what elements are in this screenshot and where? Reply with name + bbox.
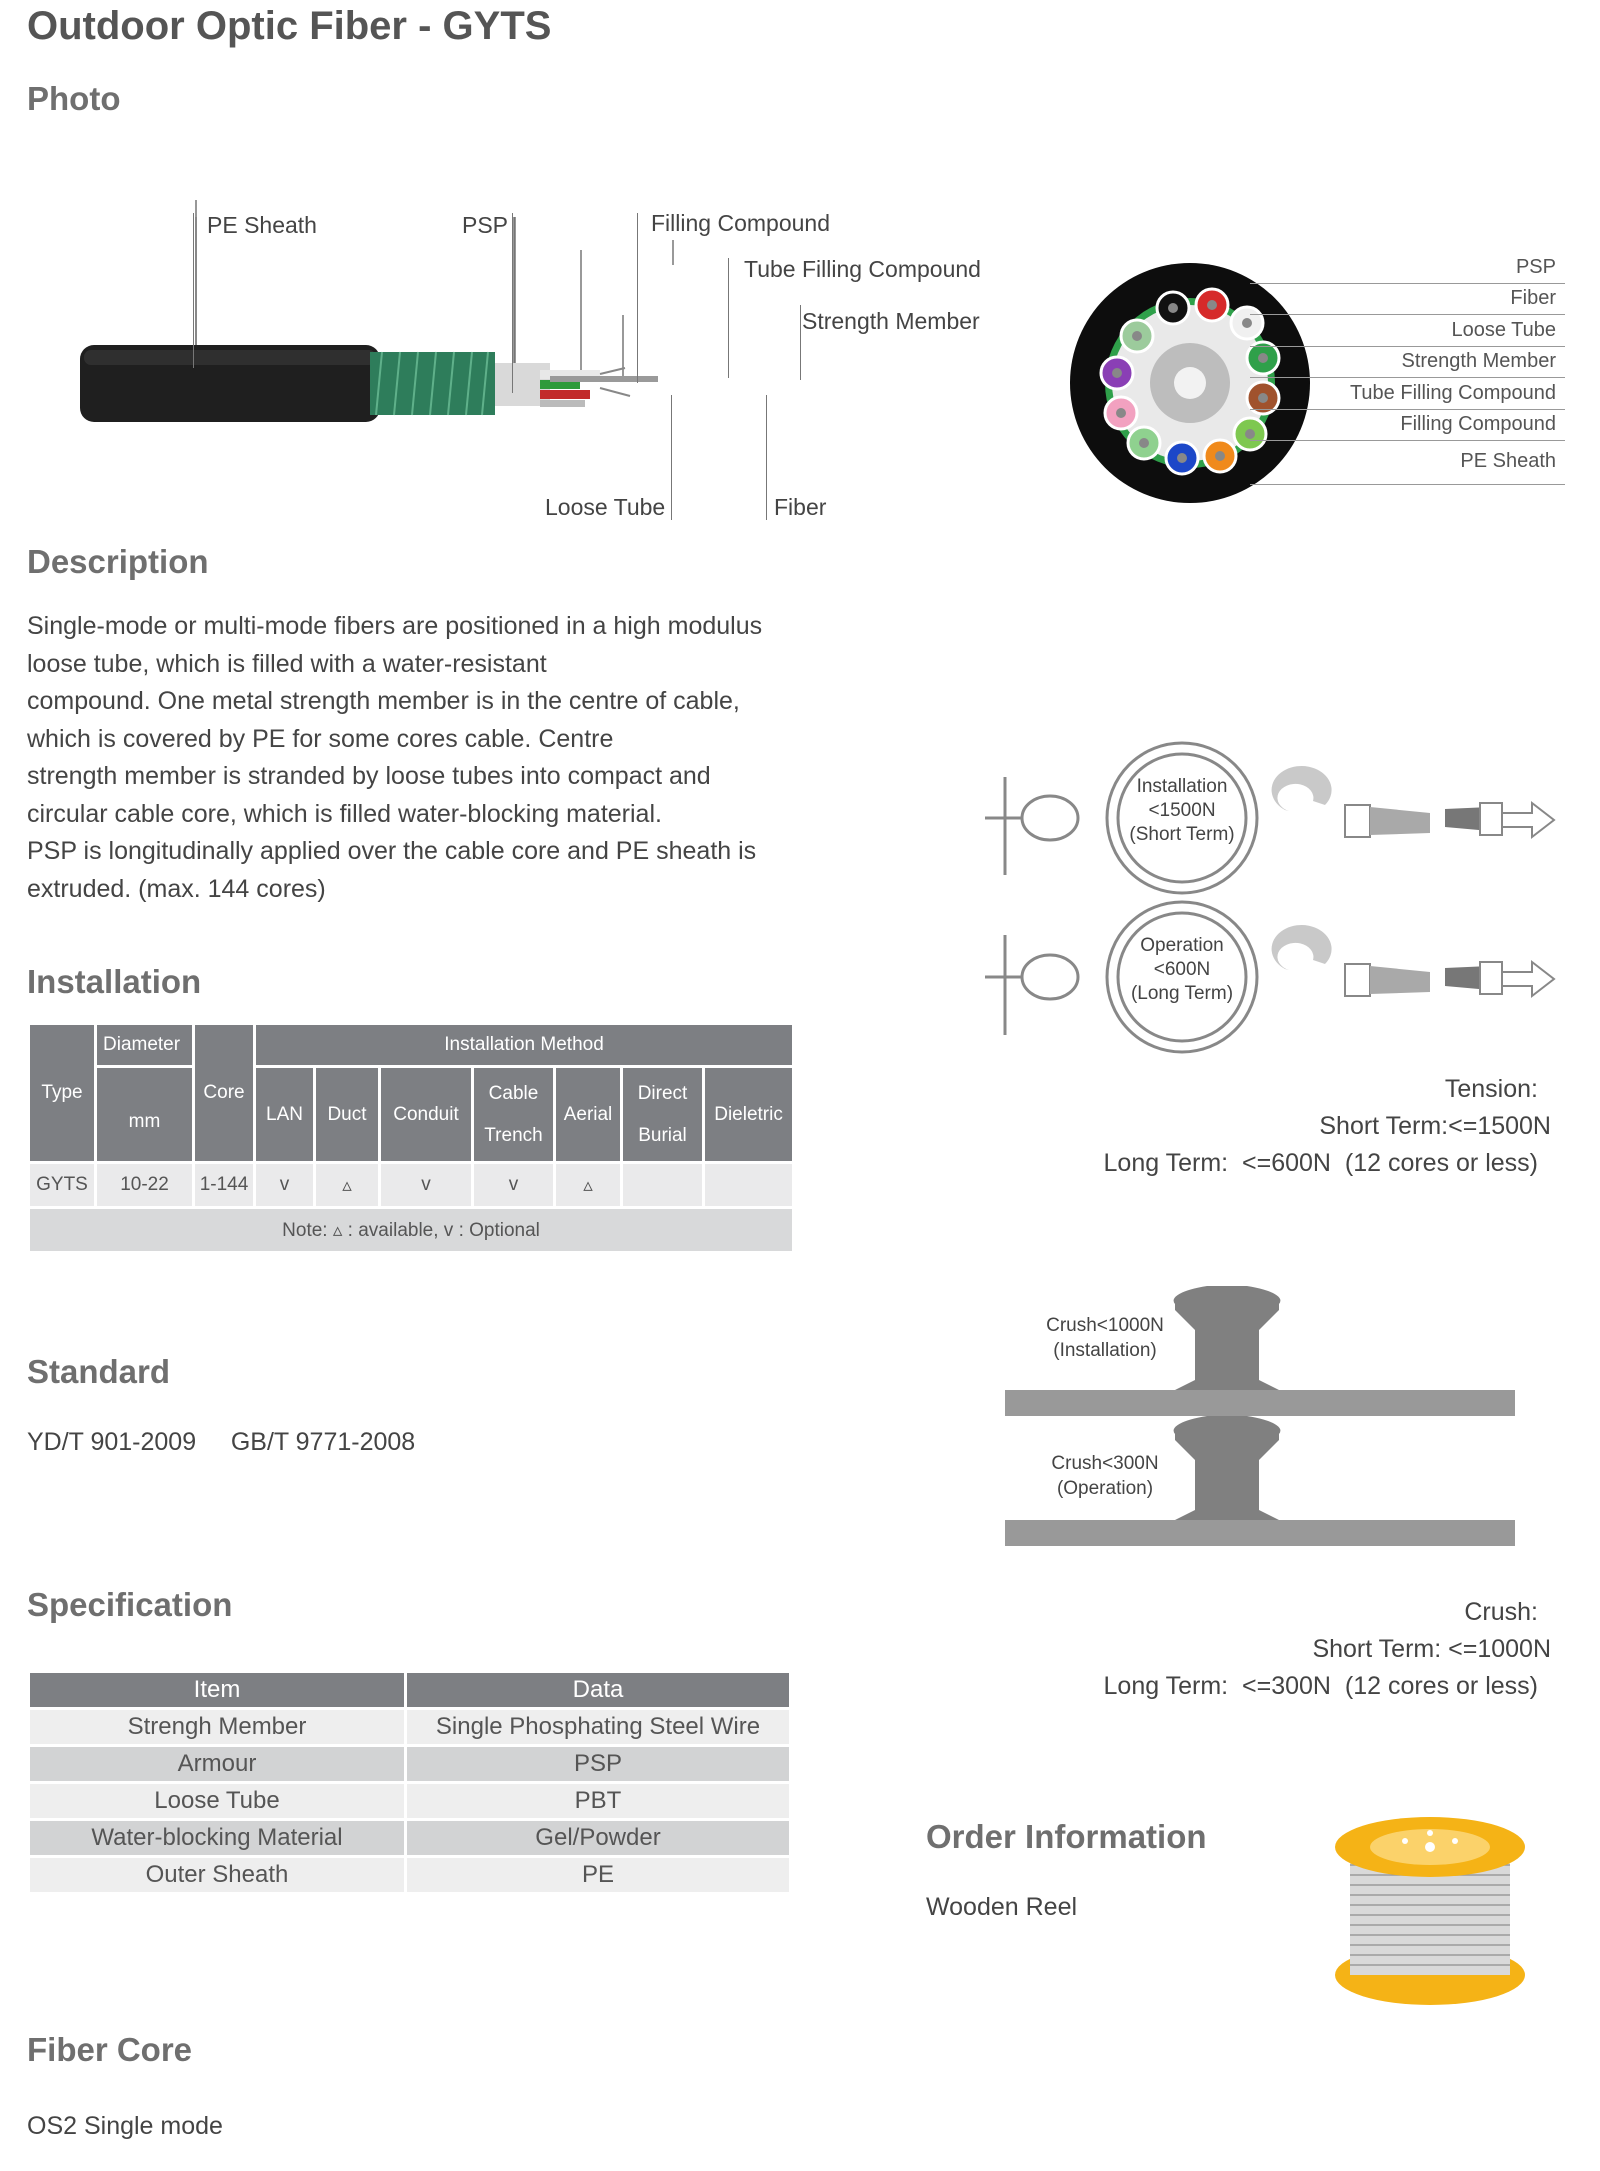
callout-line-pe-sheath [193,213,194,368]
cable-side-illustration [70,200,830,530]
callout-line-tube-filling [728,258,729,378]
table-cell: ▵ [315,1163,380,1208]
col-direct-burial [622,1067,704,1163]
specification-heading: Specification [27,1586,233,1623]
table-cell: Strengh Member [29,1709,406,1746]
table-cell: Outer Sheath [29,1857,406,1894]
tension-operation-line: Operation [1140,935,1224,956]
table-cell: 1-144 [194,1163,255,1208]
col-direct-burial-line: Burial [638,1124,687,1146]
col-installation-method: Installation Method [255,1024,794,1067]
installation-note: Note: ▵ : available, v : Optional [29,1208,794,1253]
label-strength-member: Strength Member [802,308,980,334]
col-duct: Duct [315,1067,380,1163]
tension-caption-title: Tension: [1444,1075,1538,1103]
table-cell: v [380,1163,473,1208]
installation-table [27,1022,795,1254]
table-cell [704,1163,794,1208]
crush-operation-label [1030,1451,1180,1501]
table-cell: Armour [29,1746,406,1783]
col-diameter: Diameter [96,1024,194,1067]
label-pe-sheath: PE Sheath [207,212,317,238]
description-line: which is covered by PE for some cores cable. Centre [27,724,614,753]
tension-caption-long: Long Term: <=600N (12 cores or less) [1103,1149,1538,1177]
photo-heading: Photo [27,80,121,117]
tension-caption-short: Short Term:<=1500N [1319,1112,1551,1140]
description-line: extruded. (max. 144 cores) [27,874,326,903]
col-aerial: Aerial [555,1067,622,1163]
right-label-fiber: Fiber [1510,287,1556,309]
table-cell: v [255,1163,315,1208]
fiber-core-heading: Fiber Core [27,2031,193,2068]
crush-operation-line: (Operation) [1056,1478,1154,1499]
col-cable-trench-line: Cable [488,1082,539,1104]
table-cell: Water-blocking Material [29,1820,406,1857]
leader-pe-sheath [1250,484,1565,485]
table-cell: GYTS [29,1163,96,1208]
description-line: loose tube, which is filled with a water-resistant [27,649,547,678]
table-cell: Single Phosphating Steel Wire [406,1709,791,1746]
table-cell: PSP [406,1746,791,1783]
order-text: Wooden Reel [926,1893,1078,1921]
label-fiber: Fiber [774,494,827,520]
order-heading: Order Information [926,1818,1207,1855]
label-loose-tube: Loose Tube [545,494,666,520]
leader-fiber [1250,314,1565,315]
table-row [29,1746,791,1783]
tension-installation-label [1112,775,1252,847]
cable-cross-section-illustration [1060,258,1320,508]
table-row [29,1857,791,1894]
right-label-filling-compound: Filling Compound [1400,413,1556,435]
right-label-loose-tube: Loose Tube [1451,319,1556,341]
label-filling-compound: Filling Compound [651,210,830,236]
callout-line-strength-member [800,305,801,380]
table-cell: Gel/Powder [406,1820,791,1857]
col-lan: LAN [255,1067,315,1163]
leader-psp [1250,283,1565,284]
page-title: Outdoor Optic Fiber - GYTS [27,4,552,48]
description-line: circular cable core, which is filled water-blocking material. [27,799,662,828]
leader-filling-compound [1250,440,1565,441]
leader-tube-filling [1250,409,1565,410]
description-line: PSP is longitudinally applied over the cable core and PE sheath is [27,837,757,865]
leader-loose-tube [1250,346,1565,347]
table-cell: PBT [406,1783,791,1820]
crush-installation-label [1030,1313,1180,1363]
description-heading: Description [27,543,209,580]
tension-installation-line: <1500N [1148,800,1216,821]
standard-text: YD/T 901-2009 GB/T 9771-2008 [27,1428,416,1456]
table-row [29,1709,791,1746]
spec-header-item: Item [29,1672,406,1709]
table-cell [622,1163,704,1208]
callout-line-filling-compound [637,213,638,383]
crush-operation-line: Crush<300N [1051,1453,1159,1474]
description-line: strength member is stranded by loose tubes into compact and [27,762,711,790]
callout-line-psp [512,213,513,393]
tension-diagram [975,735,1575,1055]
crush-installation-line: (Installation) [1053,1340,1157,1361]
table-row [29,1783,791,1820]
description-text [27,608,797,908]
description-line: compound. One metal strength member is in the centre of cable, [27,687,740,715]
col-conduit: Conduit [380,1067,473,1163]
tension-installation-line: Installation [1136,776,1228,797]
col-core: Core [194,1024,255,1163]
crush-caption-long: Long Term: <=300N (12 cores or less) [1103,1672,1538,1700]
crush-caption-short: Short Term: <=1000N [1312,1635,1551,1663]
description-line: Single-mode or multi-mode fibers are positioned in a high modulus [27,612,763,640]
table-cell: PE [406,1857,791,1894]
spec-header-data: Data [406,1672,791,1709]
col-cable-trench-line: Trench [484,1124,543,1146]
table-row [29,1820,791,1857]
callout-line-fiber [766,395,767,520]
fiber-core-text: OS2 Single mode [27,2112,223,2140]
right-label-pe-sheath: PE Sheath [1460,450,1556,472]
specification-table [27,1670,792,1895]
right-label-strength-member: Strength Member [1401,350,1556,372]
tension-installation-line: (Short Term) [1129,824,1235,845]
tension-operation-line: <600N [1153,959,1211,980]
table-cell: ▵ [555,1163,622,1208]
crush-caption-title: Crush: [1464,1598,1538,1626]
tension-operation-label [1112,934,1252,1006]
wooden-reel-illustration [1325,1805,1535,2010]
col-type: Type [29,1024,96,1163]
standard-heading: Standard [27,1353,171,1390]
crush-installation-line: Crush<1000N [1046,1315,1164,1336]
col-direct-burial-line: Direct [637,1082,688,1104]
right-label-tube-filling: Tube Filling Compound [1349,382,1556,404]
col-cable-trench [473,1067,555,1163]
table-cell: Loose Tube [29,1783,406,1820]
callout-line-loose-tube [671,395,672,520]
label-psp: PSP [462,212,509,238]
installation-heading: Installation [27,963,202,1000]
right-label-psp: PSP [1515,256,1556,278]
label-tube-filling-compound: Tube Filling Compound [744,256,981,282]
leader-strength-member [1250,377,1565,378]
table-cell: 10-22 [96,1163,194,1208]
col-dieletric: Dieletric [704,1067,794,1163]
tension-operation-line: (Long Term) [1130,983,1234,1004]
table-cell: v [473,1163,555,1208]
col-mm: mm [96,1067,194,1163]
